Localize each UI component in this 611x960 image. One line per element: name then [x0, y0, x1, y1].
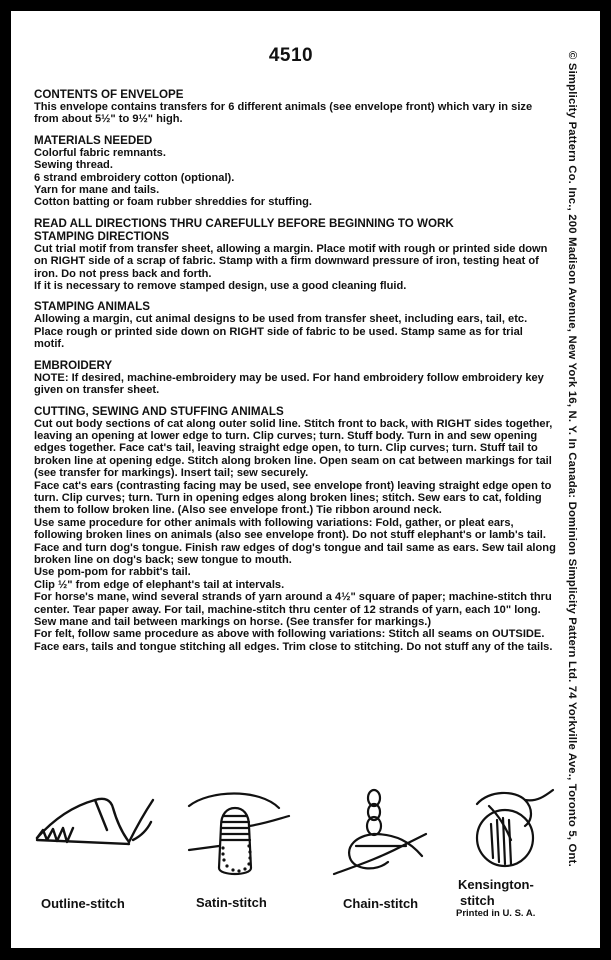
section-text: For horse's mane, wind several strands of yarn around a 4½" square of paper; machine-stitch thru center. Tear paper away. For tail, machine-stitch thru center of 12 strands of yarn, each 10" long. Sew mane and tail between markings on horse. (See transfer for markings.) — [34, 591, 552, 628]
section-text: If it is necessary to remove stamped design, use a good cleaning fluid. — [34, 280, 407, 293]
section-contents-of-envelope — [34, 88, 556, 126]
instructions-body — [34, 88, 556, 661]
section-heading: MATERIALS NEEDED — [34, 133, 153, 147]
section-text: NOTE: If desired, machine-embroidery may be used. For hand embroidery follow embroidery key given on transfer sheet. — [34, 371, 544, 397]
section-text: Cut out body sections of cat along outer solid line. Stitch front to back, with RIGHT sides together, leaving an opening at lower edge to turn. Clip curves; turn. Stuff body. Turn in and sew opening edges together. Face cat's tail, leaving straight edge open, to turn. Clip curves; turn. Stuff tail to broken line at opening edge. Stitch along broken line. Open seam on cat between markings for tail (see transfer for markings). Insert tail; sew securely. — [34, 417, 553, 480]
printed-in-note: Printed in U. S. A. — [456, 908, 536, 919]
section-text: For felt, follow same procedure as above with following variations: Stitch all seams on OUTSIDE. Face ears, tails and tongue stitching all edges. Trim close to stitching. Do not stuff any of the tails. — [34, 628, 553, 653]
section-text: Clip ½" from edge of elephant's tail at intervals. — [34, 578, 285, 591]
satin-stitch-icon — [179, 786, 299, 886]
material-item: Yarn for mane and tails. — [34, 184, 160, 197]
publisher-side-note — [564, 51, 584, 931]
kensington-stitch-label-line2: stitch — [460, 893, 495, 908]
section-embroidery — [34, 359, 556, 397]
material-item: Colorful fabric remnants. — [34, 146, 166, 159]
outline-stitch-figure — [33, 786, 158, 906]
kensington-stitch-label-line1: Kensington- — [458, 877, 534, 892]
section-text: Cut trial motif from transfer sheet, allowing a margin. Place motif with rough or printed side down on RIGHT side of a scrap of fabric. Stamp with a firm downward pressure of iron, testing heat of iron. Do not press back and forth. — [34, 242, 548, 280]
section-text: This envelope contains transfers for 6 different animals (see envelope front) which vary in size from about 5½" to 9½" high. — [34, 101, 533, 126]
kensington-stitch-icon — [459, 786, 559, 876]
section-stamping-directions — [34, 230, 556, 293]
section-heading: CONTENTS OF ENVELOPE — [34, 88, 184, 101]
section-cutting-sewing-stuffing — [34, 405, 556, 654]
material-item: 6 strand embroidery cotton (optional). — [34, 171, 235, 184]
satin-stitch-figure — [179, 786, 299, 906]
section-text: Use same procedure for other animals with following variations: Fold, gather, or pleat ears, following broken lines on animals (also see envelope front). Do not stuff elephant's or lamb's tail. Face and turn dog's tongue. Finish raw edges of dog's tongue and tail same as ears. Sew tail along broken line on dog's back; sew tongue to mouth. — [34, 516, 556, 566]
chain-stitch-icon — [326, 786, 436, 886]
outline-stitch-icon — [33, 786, 158, 866]
publisher-text: © Simplicity Pattern Co. Inc., 200 Madison Avenue, New York 16, N. Y. In Canada: Dominion Simplicity Pattern Ltd. 74 Yorkville Ave., Toronto 5, Ont. — [566, 51, 578, 867]
section-materials-needed — [34, 134, 556, 209]
read-directions-note: READ ALL DIRECTIONS THRU CAREFULLY BEFORE BEGINNING TO WORK — [34, 216, 454, 230]
section-text: Use pom-pom for rabbit's tail. — [34, 566, 191, 579]
section-stamping-animals — [34, 300, 556, 350]
pattern-number: 4510 — [268, 45, 314, 66]
section-text: Face cat's ears (contrasting facing may be used, see envelope front) leaving straight edge open to turn. Clip curves; turn. Turn in opening edges along broken lines; stitch. Sew ears to cat, folding them to follow broken line. (Also see envelope front.) Tie ribbon around neck. — [34, 479, 552, 517]
pattern-instruction-sheet — [11, 11, 600, 948]
section-heading: STAMPING DIRECTIONS — [34, 229, 170, 243]
satin-stitch-label: Satin-stitch — [196, 895, 267, 910]
chain-stitch-figure — [326, 786, 436, 906]
material-item: Cotton batting or foam rubber shreddies for stuffing. — [34, 196, 312, 209]
section-text: Allowing a margin, cut animal designs to be used from transfer sheet, including ears, tail, etc. Place rough or printed side down on RIGHT side of fabric to be used. Stamp same as for trial motif. — [34, 313, 528, 351]
section-heading: EMBROIDERY — [34, 358, 113, 372]
material-item: Sewing thread. — [34, 159, 113, 172]
section-heading: STAMPING ANIMALS — [34, 300, 150, 314]
section-heading: CUTTING, SEWING AND STUFFING ANIMALS — [34, 404, 284, 418]
outline-stitch-label: Outline-stitch — [41, 896, 125, 911]
chain-stitch-label: Chain-stitch — [343, 896, 419, 911]
